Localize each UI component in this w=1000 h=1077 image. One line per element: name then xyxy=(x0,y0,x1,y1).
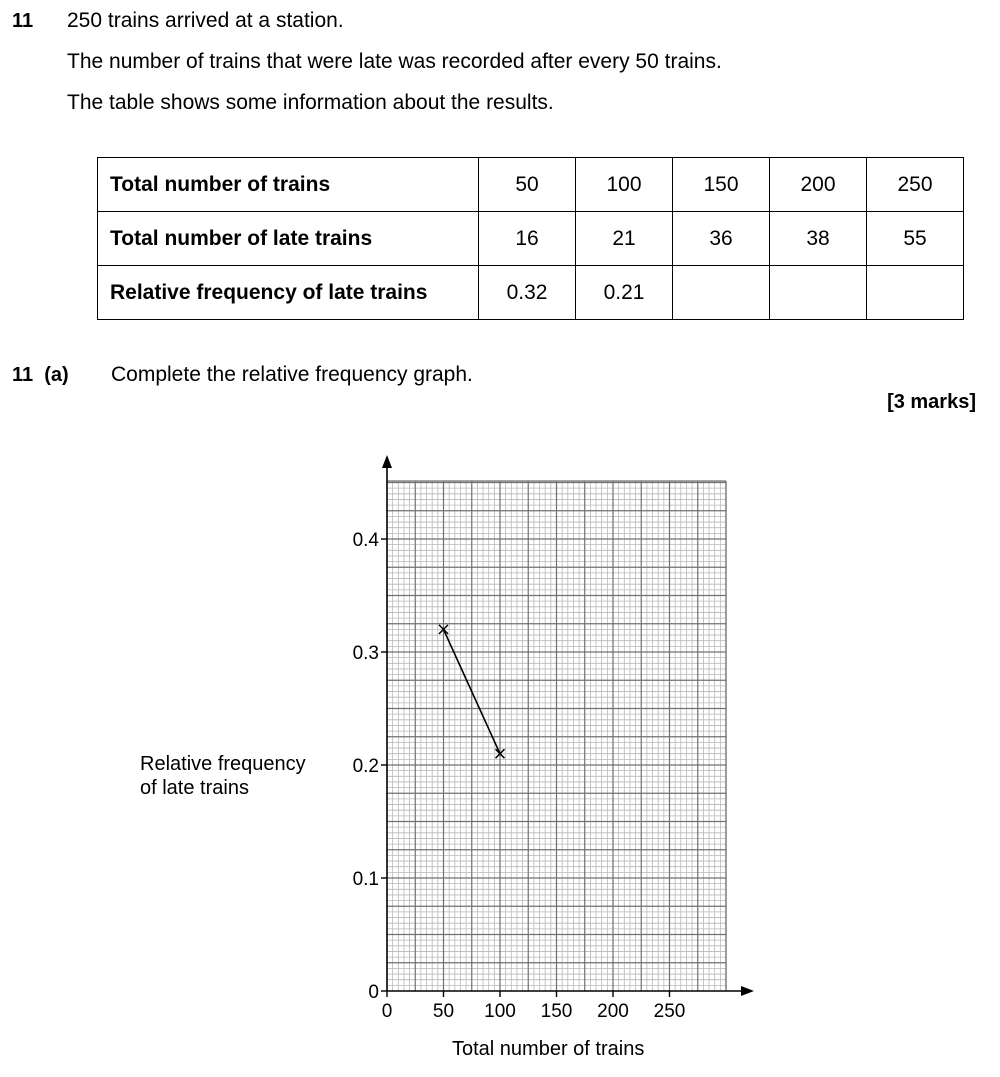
table-cell: 16 xyxy=(479,212,576,266)
x-axis-label: Total number of trains xyxy=(452,1038,645,1060)
table-cell: 55 xyxy=(867,212,964,266)
ticks xyxy=(381,539,670,997)
part-label: 11 (a) xyxy=(12,364,69,386)
question-line-2: The number of trains that were late was recorded after every 50 trains. xyxy=(67,50,722,73)
table-cell: 50 xyxy=(479,158,576,212)
question-line-3: The table shows some information about the results. xyxy=(67,91,554,114)
row-header: Total number of trains xyxy=(98,158,479,212)
y-tick-label: 0.3 xyxy=(352,643,379,664)
row-header: Relative frequency of late trains xyxy=(98,266,479,320)
row-header: Total number of late trains xyxy=(98,212,479,266)
table-cell: 38 xyxy=(770,212,867,266)
y-tick-label: 0 xyxy=(368,982,379,1003)
x-tick-label: 50 xyxy=(432,1001,455,1022)
table-cell: 150 xyxy=(673,158,770,212)
table-cell: 250 xyxy=(867,158,964,212)
x-tick-label: 0 xyxy=(381,1001,393,1022)
y-tick-label: 0.4 xyxy=(352,530,379,551)
table-cell: 200 xyxy=(770,158,867,212)
y-tick-label: 0.1 xyxy=(352,869,379,890)
table-cell: 0.21 xyxy=(576,266,673,320)
table-cell: 0.32 xyxy=(479,266,576,320)
y-axis-arrow xyxy=(382,455,392,468)
y-tick-label: 0.2 xyxy=(352,756,379,777)
question-line-1: 250 trains arrived at a station. xyxy=(67,9,344,32)
marks-label: [3 marks] xyxy=(887,391,976,413)
table-cell: 36 xyxy=(673,212,770,266)
x-tick-label: 150 xyxy=(540,1001,573,1022)
table-cell: 100 xyxy=(576,158,673,212)
table-cell: 21 xyxy=(576,212,673,266)
x-tick-label: 250 xyxy=(653,1001,686,1022)
part-instruction: Complete the relative frequency graph. xyxy=(111,363,473,386)
x-tick-label: 100 xyxy=(484,1001,516,1022)
y-axis-label-line-1: Relative frequency xyxy=(140,753,306,775)
x-axis-arrow xyxy=(741,986,754,996)
y-axis-label-line-2: of late trains xyxy=(140,777,249,799)
question-number: 11 xyxy=(12,10,34,32)
x-tick-label: 200 xyxy=(597,1001,629,1022)
